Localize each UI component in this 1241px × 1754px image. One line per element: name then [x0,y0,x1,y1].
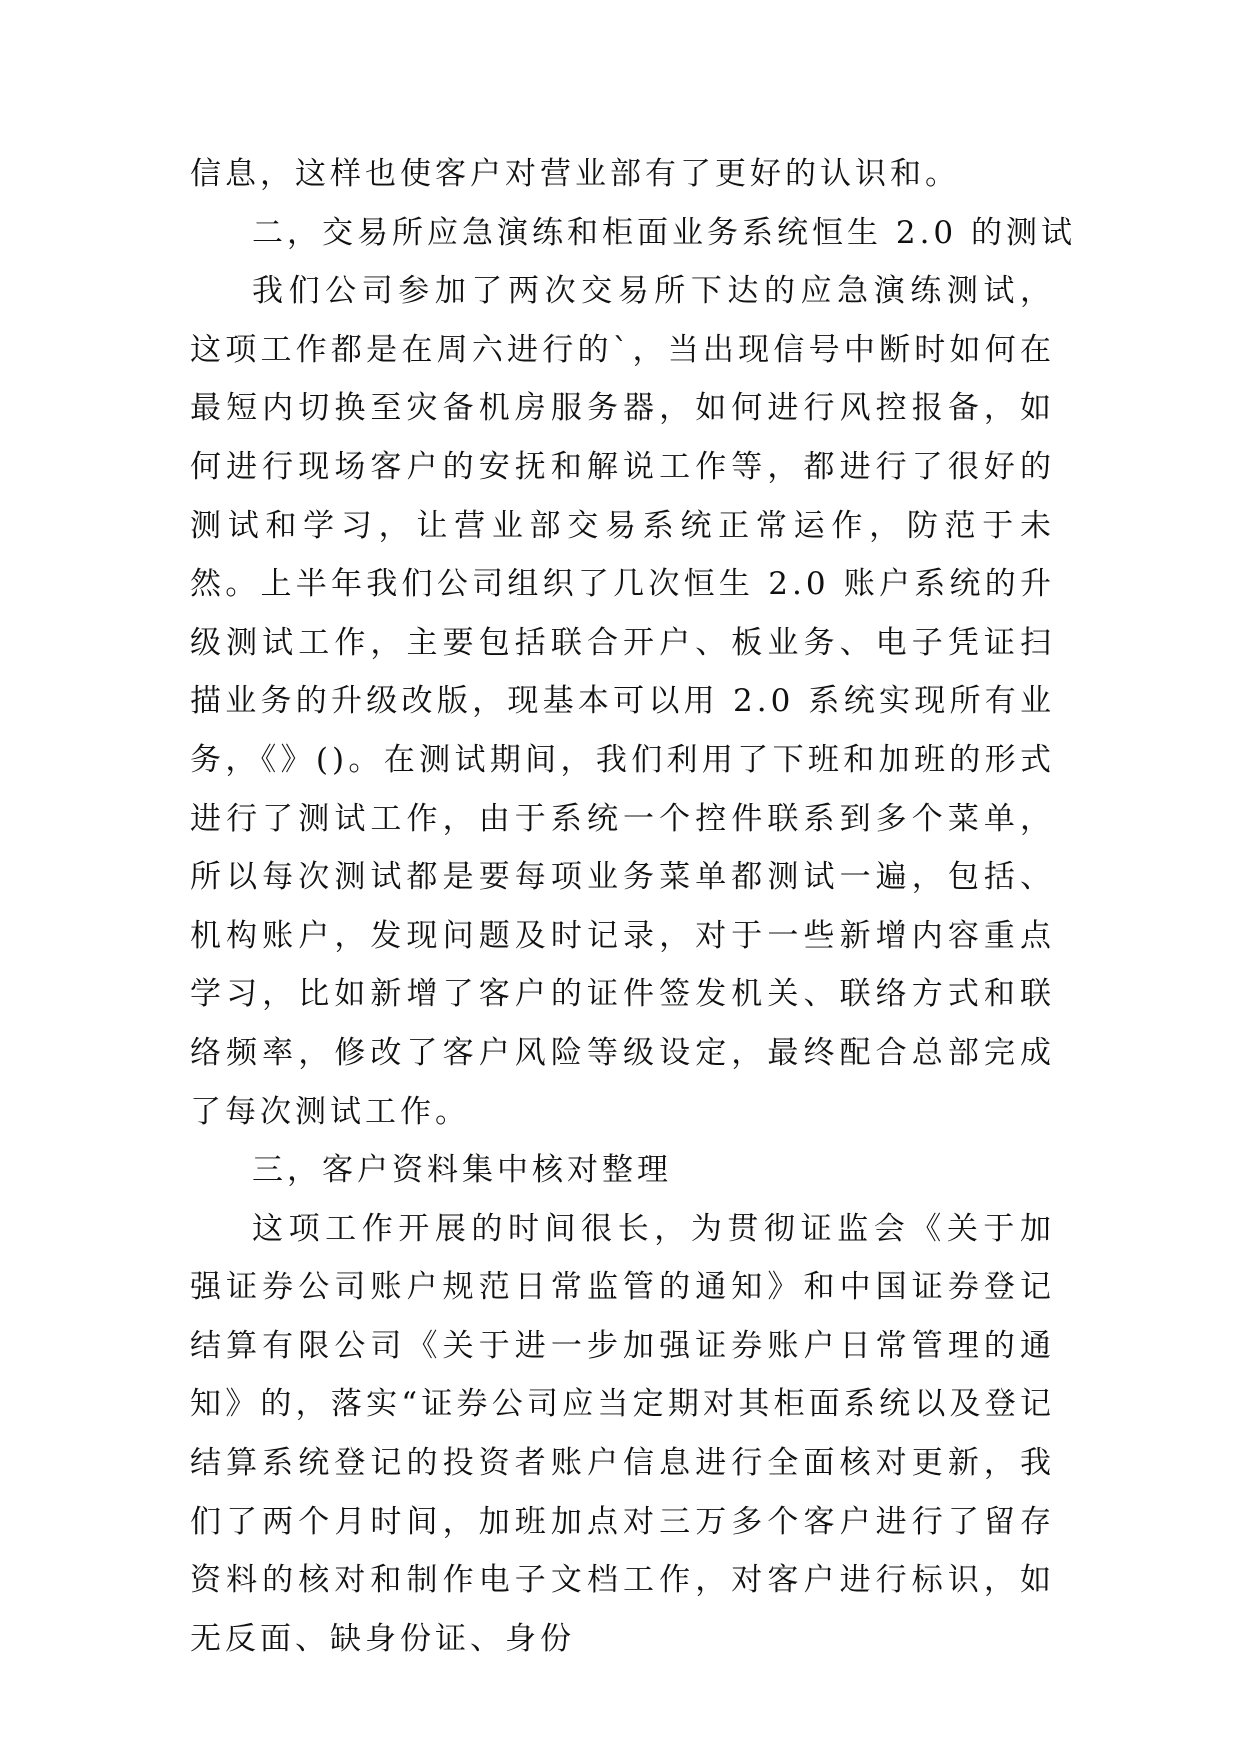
paragraph-exchange-drill-testing: 我们公司参加了两次交易所下达的应急演练测试，这项工作都是在周六进行的`，当出现信号中断时如何在最短内切换至灾备机房服务器，如何进行风控报备，如何进行现场客户的安抚和解说工作等，都进行了很好的测试和学习，让营业部交易系统正常运作，防范于未然。上半年我们公司组织了几次恒生 2.0 账户系统的升级测试工作，主要包括联合开户、板业务、电子凭证扫描业务的升级改版，现基本可以用 2.0 系统实现所有业务，《》()。在测试期间，我们利用了下班和加班的形式进行了测试工作，由于系统一个控件联系到多个菜单，所以每次测试都是要每项业务菜单都测试一遍，包括、机构账户，发现问题及时记录，对于一些新增内容重点学习，比如新增了客户的证件签发机关、联络方式和联络频率，修改了客户风险等级设定，最终配合总部完成了每次测试工作。 [190,273,1055,1130]
section-heading-two: 二，交易所应急演练和柜面业务系统恒生 2.0 的测试 [252,214,1077,251]
document-body [190,145,1077,1668]
paragraph-continued-intro: 信息，这样也使客户对营业部有了更好的认识和。 [190,156,960,192]
paragraph-customer-data-review: 这项工作开展的时间很长，为贯彻证监会《关于加强证券公司账户规范日常监管的通知》和中国证券登记结算有限公司《关于进一步加强证券账户日常管理的通知》的，落实“证券公司应当定期对其柜面系统以及登记结算系统登记的投资者账户信息进行全面核对更新，我们了两个月时间，加班加点对三万多个客户进行了留存资料的核对和制作电子文档工作，对客户进行标识，如无反面、缺身份证、身份 [190,1210,1055,1657]
section-heading-three: 三，客户资料集中核对整理 [252,1152,672,1189]
